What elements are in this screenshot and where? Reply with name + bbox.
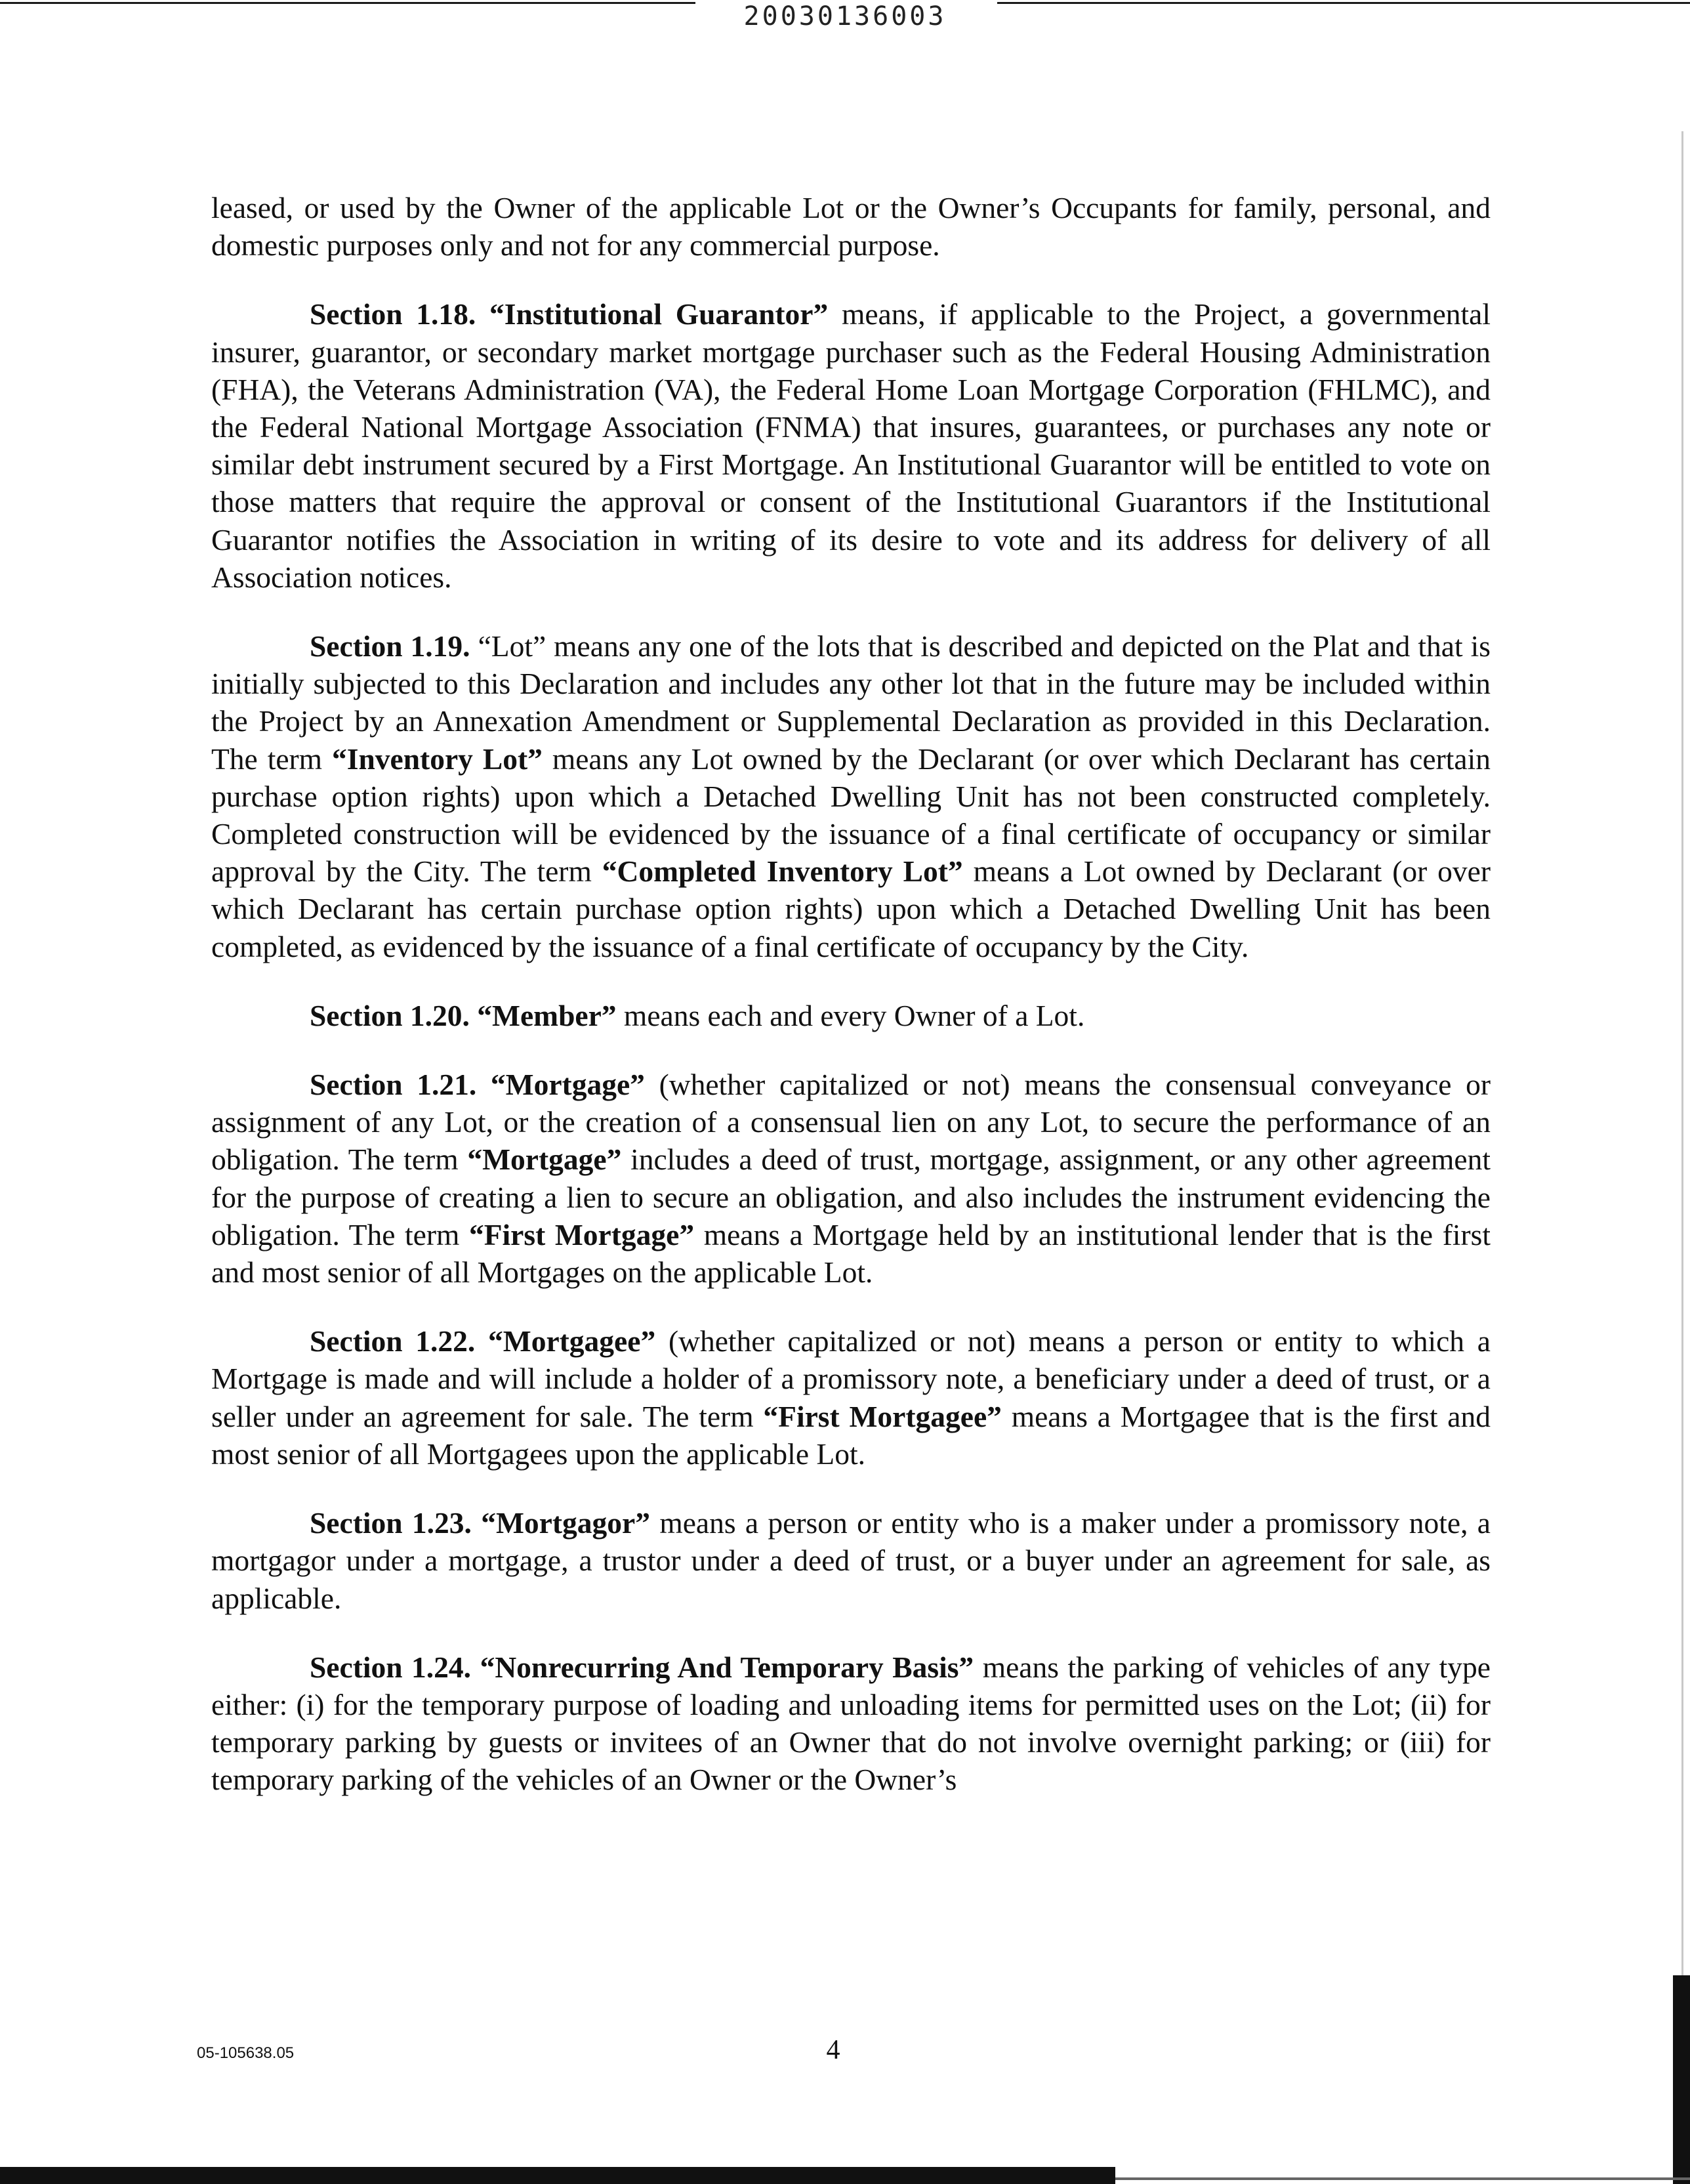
section-text: means any Lot owned by the Declarant (or over which Declarant has certain purchase option rights) upon which a Detached Dwelling Unit has not been constructed completely. Completed construction will be evidenced by the issuance of a final certificate of occupancy or similar approval by the City. The term xyxy=(211,742,1491,889)
page-number: 4 xyxy=(826,2035,840,2065)
scan-edge-right xyxy=(1681,131,1683,2139)
scan-edge-right-dark xyxy=(1673,1975,1690,2184)
document-body xyxy=(211,189,1491,1830)
section-text: means any one of the lots that is described and depicted on the Plat and that is initially subjected to this Declaration and includes any other lot that in the future may be included within the Project by an Annexation Amendment or Supplemental Declaration as provided in this Declaration. The term xyxy=(211,629,1491,776)
section-number: Section 1.24. xyxy=(310,1650,472,1684)
section-text: means, if applicable to the Project, a governmental insurer, guarantor, or secondary market mortgage purchaser such as the Federal Housing Administration (FHA), the Veterans Administration (VA), the Federal Home Loan Mortgage Corporation (FHLMC), and the Federal National Mortgage Association (FNMA) that insures, guarantees, or purchases any note or similar debt instrument secured by a First Mortgage. An Institutional Guarantor will be entitled to vote on those matters that require the approval or consent of the Institutional Guarantors if the Institutional Guarantor notifies the Association in writing of its desire to vote and its address for delivery of all Association notices. xyxy=(211,297,1491,594)
defined-term: “First Mortgagee” xyxy=(763,1399,1002,1433)
section-1-20 xyxy=(211,997,1491,1034)
scan-edge-bottom-thin xyxy=(1115,2177,1690,2180)
section-text: (whether capitalized or not) means the consensual conveyance or assignment of any Lot, or the creation of a consensual lien on any Lot, to secure the performance of an obligation. The term xyxy=(211,1068,1491,1177)
defined-term: “Mortgage” xyxy=(490,1068,645,1102)
section-text: means each and every Owner of a Lot. xyxy=(616,998,1085,1032)
section-number: Section 1.21. xyxy=(310,1068,477,1102)
defined-term: “Institutional Guarantor” xyxy=(489,297,829,331)
section-number: Section 1.18. xyxy=(310,297,476,331)
section-text: means a Mortgagee that is the first and most senior of all Mortgagees upon the applicable Lot. xyxy=(211,1399,1491,1471)
scan-edge-bottom xyxy=(0,2167,1115,2184)
section-1-18 xyxy=(211,295,1491,596)
section-number: Section 1.23. xyxy=(310,1506,472,1540)
defined-term: “Inventory Lot” xyxy=(332,742,543,776)
intro-text: leased, or used by the Owner of the applicable Lot or the Owner’s Occupants for family, personal, and domestic purposes only and not for any commercial purpose. xyxy=(211,191,1491,262)
section-text: means a person or entity who is a maker under a promissory note, a mortgagor under a mortgage, a trustor under a deed of trust, or a buyer under an agreement for sale, as applicable. xyxy=(211,1506,1491,1615)
section-text: means a Mortgage held by an institutional lender that is the first and most senior of all Mortgages on the applicable Lot. xyxy=(211,1217,1491,1290)
intro-paragraph xyxy=(211,189,1491,264)
defined-term: “Mortgage” xyxy=(467,1143,622,1177)
recording-stamp-number: 20030136003 xyxy=(743,1,947,32)
section-1-21 xyxy=(211,1066,1491,1291)
defined-term: “Completed Inventory Lot” xyxy=(602,854,963,889)
defined-term: “Member” xyxy=(477,998,617,1032)
defined-term: “Mortgagor” xyxy=(481,1506,650,1540)
section-number: Section 1.20. xyxy=(310,998,470,1032)
footer-document-id: 05-105638.05 xyxy=(197,2044,295,2062)
defined-term: “First Mortgage” xyxy=(469,1217,695,1251)
section-text: includes a deed of trust, mortgage, assignment, or any other agreement for the purpose of creating a lien to secure an obligation, and also includes the instrument evidencing the obligation. The term xyxy=(211,1143,1491,1251)
defined-term: “Lot” xyxy=(478,629,546,663)
section-number: Section 1.22. xyxy=(310,1324,476,1358)
defined-term: “Nonrecurring And Temporary Basis” xyxy=(480,1650,974,1684)
section-1-24 xyxy=(211,1648,1491,1799)
section-1-22 xyxy=(211,1322,1491,1473)
section-text: means a Lot owned by Declarant (or over which Declarant has certain purchase option rights) upon which a Detached Dwelling Unit has been completed, as evidenced by the issuance of a final certificate of occupancy by the City. xyxy=(211,854,1491,963)
section-1-23 xyxy=(211,1504,1491,1617)
defined-term: “Mortgagee” xyxy=(488,1324,656,1358)
section-text: means the parking of vehicles of any type either: (i) for the temporary purpose of loading and unloading items for permitted uses on the Lot; (ii) for temporary parking by guests or invitees of an Owner that do not involve overnight parking; or (iii) for temporary parking of the vehicles of an Owner or the Owner’s xyxy=(211,1650,1491,1797)
section-text: (whether capitalized or not) means a person or entity to which a Mortgage is made and will include a holder of a promissory note, a beneficiary under a deed of trust, or a seller under an agreement for sale. The term xyxy=(211,1324,1491,1433)
section-number: Section 1.19. xyxy=(310,629,470,663)
section-1-19 xyxy=(211,627,1491,965)
